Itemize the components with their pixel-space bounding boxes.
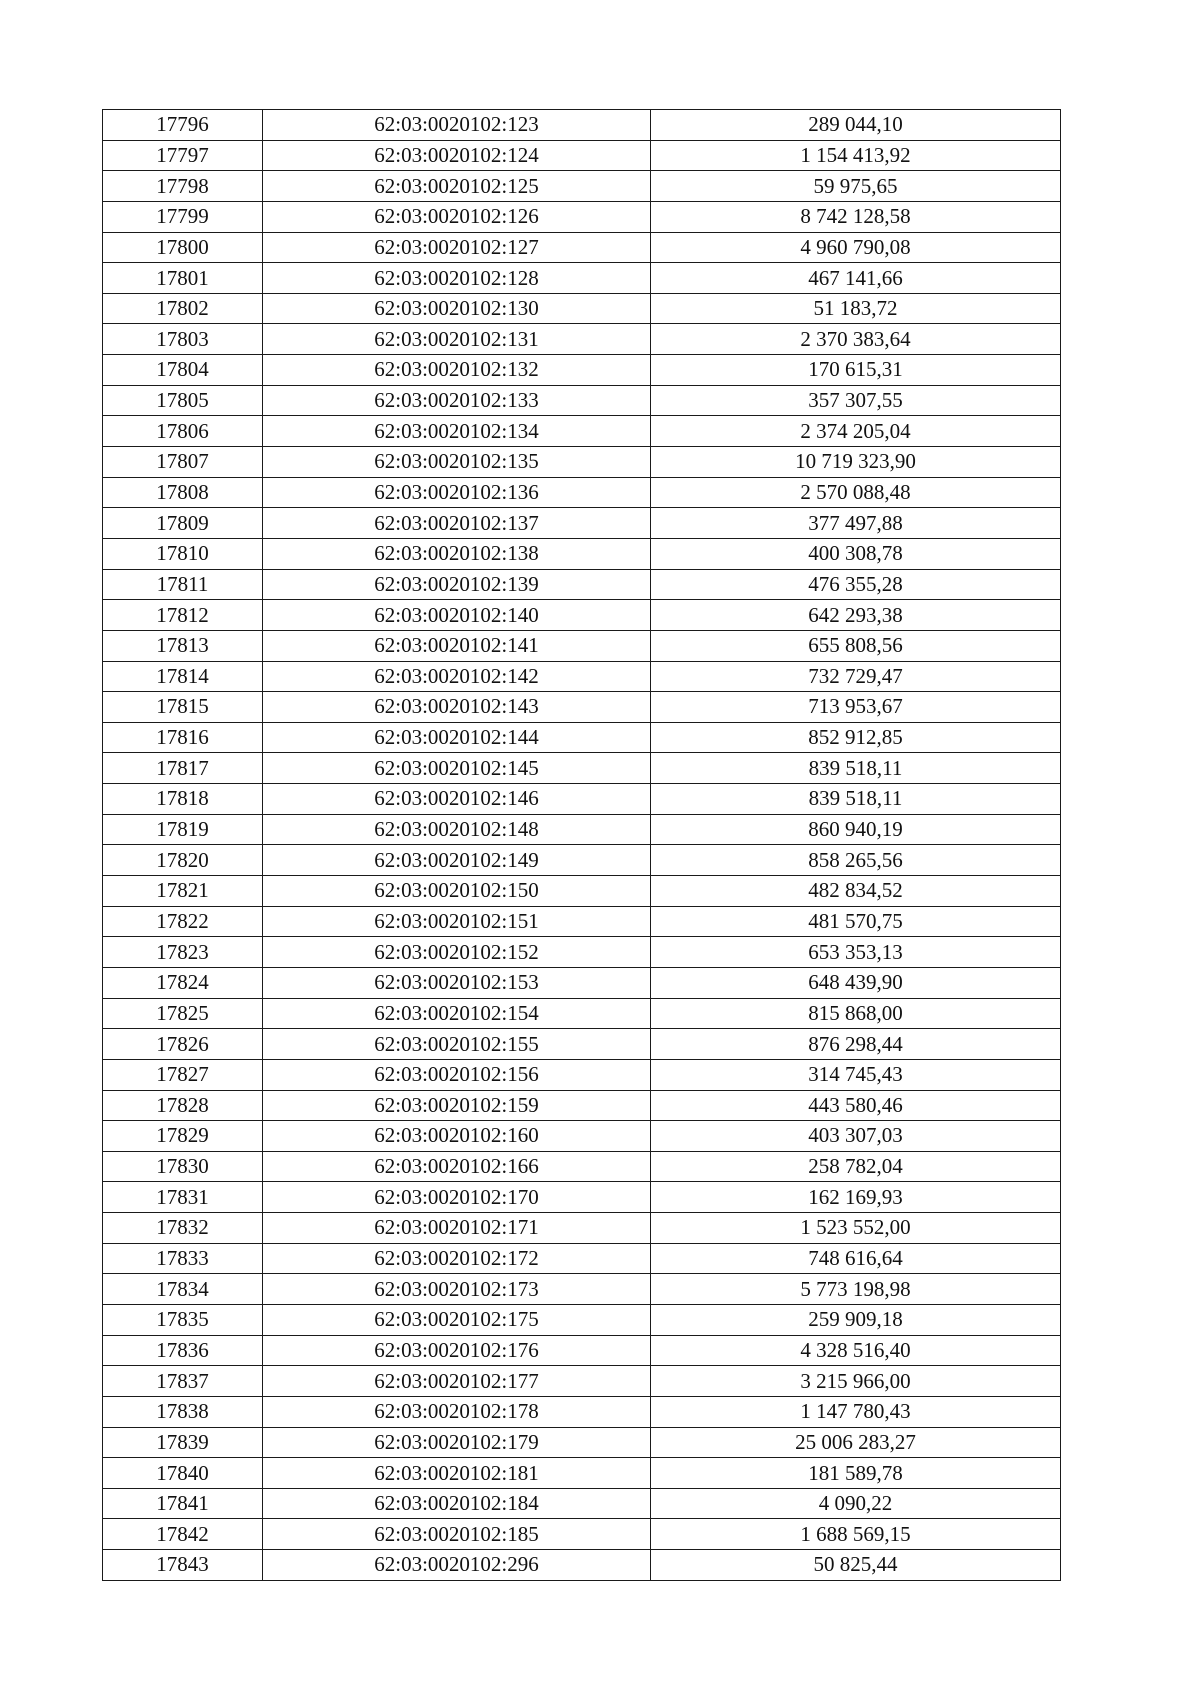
cadastral-number-cell: 62:03:0020102:175 xyxy=(263,1304,651,1335)
value-cell: 1 147 780,43 xyxy=(651,1396,1061,1427)
value-cell: 467 141,66 xyxy=(651,263,1061,294)
table-row xyxy=(103,201,1061,232)
cadastral-number-cell: 62:03:0020102:159 xyxy=(263,1090,651,1121)
row-number-cell: 17826 xyxy=(103,1029,263,1060)
row-number-cell: 17809 xyxy=(103,508,263,539)
row-number-cell: 17841 xyxy=(103,1488,263,1519)
row-number-cell: 17802 xyxy=(103,293,263,324)
row-number-cell: 17823 xyxy=(103,937,263,968)
cadastral-number-cell: 62:03:0020102:150 xyxy=(263,876,651,907)
table-row xyxy=(103,1304,1061,1335)
cadastral-number-cell: 62:03:0020102:152 xyxy=(263,937,651,968)
row-number-cell: 17817 xyxy=(103,753,263,784)
cadastral-number-cell: 62:03:0020102:126 xyxy=(263,201,651,232)
table-row xyxy=(103,600,1061,631)
value-cell: 170 615,31 xyxy=(651,355,1061,386)
row-number-cell: 17803 xyxy=(103,324,263,355)
table-row xyxy=(103,753,1061,784)
cadastral-number-cell: 62:03:0020102:145 xyxy=(263,753,651,784)
table-row xyxy=(103,814,1061,845)
value-cell: 314 745,43 xyxy=(651,1059,1061,1090)
row-number-cell: 17835 xyxy=(103,1304,263,1335)
value-cell: 642 293,38 xyxy=(651,600,1061,631)
row-number-cell: 17822 xyxy=(103,906,263,937)
table-row xyxy=(103,1396,1061,1427)
value-cell: 289 044,10 xyxy=(651,110,1061,141)
value-cell: 4 328 516,40 xyxy=(651,1335,1061,1366)
value-cell: 4 090,22 xyxy=(651,1488,1061,1519)
value-cell: 4 960 790,08 xyxy=(651,232,1061,263)
value-cell: 2 570 088,48 xyxy=(651,477,1061,508)
row-number-cell: 17828 xyxy=(103,1090,263,1121)
row-number-cell: 17838 xyxy=(103,1396,263,1427)
table-row xyxy=(103,385,1061,416)
table-row xyxy=(103,1550,1061,1581)
row-number-cell: 17815 xyxy=(103,692,263,723)
row-number-cell: 17813 xyxy=(103,630,263,661)
row-number-cell: 17798 xyxy=(103,171,263,202)
table-row xyxy=(103,1427,1061,1458)
cadastral-number-cell: 62:03:0020102:177 xyxy=(263,1366,651,1397)
value-cell: 653 353,13 xyxy=(651,937,1061,968)
table-row xyxy=(103,293,1061,324)
row-number-cell: 17821 xyxy=(103,876,263,907)
value-cell: 25 006 283,27 xyxy=(651,1427,1061,1458)
row-number-cell: 17799 xyxy=(103,201,263,232)
cadastral-number-cell: 62:03:0020102:127 xyxy=(263,232,651,263)
table-row xyxy=(103,171,1061,202)
cadastral-number-cell: 62:03:0020102:142 xyxy=(263,661,651,692)
value-cell: 8 742 128,58 xyxy=(651,201,1061,232)
cadastral-number-cell: 62:03:0020102:154 xyxy=(263,998,651,1029)
table-row xyxy=(103,1274,1061,1305)
cadastral-number-cell: 62:03:0020102:181 xyxy=(263,1458,651,1489)
cadastral-number-cell: 62:03:0020102:135 xyxy=(263,447,651,478)
value-cell: 51 183,72 xyxy=(651,293,1061,324)
value-cell: 400 308,78 xyxy=(651,538,1061,569)
value-cell: 377 497,88 xyxy=(651,508,1061,539)
table-row xyxy=(103,876,1061,907)
cadastral-number-cell: 62:03:0020102:171 xyxy=(263,1213,651,1244)
row-number-cell: 17804 xyxy=(103,355,263,386)
row-number-cell: 17836 xyxy=(103,1335,263,1366)
value-cell: 481 570,75 xyxy=(651,906,1061,937)
table-row xyxy=(103,661,1061,692)
value-cell: 476 355,28 xyxy=(651,569,1061,600)
row-number-cell: 17834 xyxy=(103,1274,263,1305)
row-number-cell: 17807 xyxy=(103,447,263,478)
cadastral-number-cell: 62:03:0020102:132 xyxy=(263,355,651,386)
row-number-cell: 17825 xyxy=(103,998,263,1029)
value-cell: 2 370 383,64 xyxy=(651,324,1061,355)
table-row xyxy=(103,906,1061,937)
value-cell: 876 298,44 xyxy=(651,1029,1061,1060)
row-number-cell: 17806 xyxy=(103,416,263,447)
cadastral-number-cell: 62:03:0020102:155 xyxy=(263,1029,651,1060)
table-row xyxy=(103,1182,1061,1213)
cadastral-number-cell: 62:03:0020102:170 xyxy=(263,1182,651,1213)
table-row xyxy=(103,998,1061,1029)
table-row xyxy=(103,569,1061,600)
cadastral-number-cell: 62:03:0020102:125 xyxy=(263,171,651,202)
value-cell: 2 374 205,04 xyxy=(651,416,1061,447)
value-cell: 59 975,65 xyxy=(651,171,1061,202)
table-row xyxy=(103,967,1061,998)
value-cell: 1 523 552,00 xyxy=(651,1213,1061,1244)
cadastral-number-cell: 62:03:0020102:179 xyxy=(263,1427,651,1458)
table-row xyxy=(103,722,1061,753)
value-cell: 852 912,85 xyxy=(651,722,1061,753)
row-number-cell: 17840 xyxy=(103,1458,263,1489)
row-number-cell: 17812 xyxy=(103,600,263,631)
row-number-cell: 17843 xyxy=(103,1550,263,1581)
cadastral-number-cell: 62:03:0020102:130 xyxy=(263,293,651,324)
value-cell: 732 729,47 xyxy=(651,661,1061,692)
cadastral-number-cell: 62:03:0020102:176 xyxy=(263,1335,651,1366)
value-cell: 50 825,44 xyxy=(651,1550,1061,1581)
value-cell: 860 940,19 xyxy=(651,814,1061,845)
table-row xyxy=(103,1151,1061,1182)
table-row xyxy=(103,937,1061,968)
row-number-cell: 17814 xyxy=(103,661,263,692)
table-row xyxy=(103,692,1061,723)
cadastral-number-cell: 62:03:0020102:156 xyxy=(263,1059,651,1090)
cadastral-number-cell: 62:03:0020102:136 xyxy=(263,477,651,508)
row-number-cell: 17811 xyxy=(103,569,263,600)
value-cell: 258 782,04 xyxy=(651,1151,1061,1182)
cadastral-number-cell: 62:03:0020102:153 xyxy=(263,967,651,998)
table-row xyxy=(103,784,1061,815)
row-number-cell: 17839 xyxy=(103,1427,263,1458)
cadastral-number-cell: 62:03:0020102:173 xyxy=(263,1274,651,1305)
table-row xyxy=(103,845,1061,876)
table-row xyxy=(103,508,1061,539)
cadastral-number-cell: 62:03:0020102:134 xyxy=(263,416,651,447)
row-number-cell: 17808 xyxy=(103,477,263,508)
table-row xyxy=(103,110,1061,141)
cadastral-number-cell: 62:03:0020102:148 xyxy=(263,814,651,845)
value-cell: 10 719 323,90 xyxy=(651,447,1061,478)
cadastral-number-cell: 62:03:0020102:146 xyxy=(263,784,651,815)
table-row xyxy=(103,1059,1061,1090)
table-row xyxy=(103,1519,1061,1550)
row-number-cell: 17832 xyxy=(103,1213,263,1244)
table-row xyxy=(103,630,1061,661)
value-cell: 815 868,00 xyxy=(651,998,1061,1029)
table-row xyxy=(103,1366,1061,1397)
cadastral-number-cell: 62:03:0020102:151 xyxy=(263,906,651,937)
value-cell: 839 518,11 xyxy=(651,753,1061,784)
table-row xyxy=(103,1488,1061,1519)
value-cell: 403 307,03 xyxy=(651,1121,1061,1152)
cadastral-number-cell: 62:03:0020102:149 xyxy=(263,845,651,876)
row-number-cell: 17818 xyxy=(103,784,263,815)
table-row xyxy=(103,355,1061,386)
value-cell: 357 307,55 xyxy=(651,385,1061,416)
table-row xyxy=(103,447,1061,478)
value-cell: 162 169,93 xyxy=(651,1182,1061,1213)
row-number-cell: 17810 xyxy=(103,538,263,569)
row-number-cell: 17819 xyxy=(103,814,263,845)
row-number-cell: 17801 xyxy=(103,263,263,294)
row-number-cell: 17816 xyxy=(103,722,263,753)
row-number-cell: 17797 xyxy=(103,140,263,171)
row-number-cell: 17833 xyxy=(103,1243,263,1274)
row-number-cell: 17831 xyxy=(103,1182,263,1213)
cadastral-number-cell: 62:03:0020102:185 xyxy=(263,1519,651,1550)
value-cell: 181 589,78 xyxy=(651,1458,1061,1489)
row-number-cell: 17829 xyxy=(103,1121,263,1152)
row-number-cell: 17830 xyxy=(103,1151,263,1182)
cadastral-value-table xyxy=(102,109,1061,1581)
row-number-cell: 17824 xyxy=(103,967,263,998)
cadastral-number-cell: 62:03:0020102:139 xyxy=(263,569,651,600)
cadastral-number-cell: 62:03:0020102:123 xyxy=(263,110,651,141)
table-row xyxy=(103,1243,1061,1274)
table-row xyxy=(103,232,1061,263)
value-cell: 655 808,56 xyxy=(651,630,1061,661)
cadastral-number-cell: 62:03:0020102:172 xyxy=(263,1243,651,1274)
table-row xyxy=(103,1090,1061,1121)
value-cell: 443 580,46 xyxy=(651,1090,1061,1121)
cadastral-number-cell: 62:03:0020102:166 xyxy=(263,1151,651,1182)
value-cell: 648 439,90 xyxy=(651,967,1061,998)
row-number-cell: 17800 xyxy=(103,232,263,263)
table-row xyxy=(103,477,1061,508)
cadastral-number-cell: 62:03:0020102:140 xyxy=(263,600,651,631)
cadastral-number-cell: 62:03:0020102:143 xyxy=(263,692,651,723)
value-cell: 259 909,18 xyxy=(651,1304,1061,1335)
row-number-cell: 17820 xyxy=(103,845,263,876)
table-row xyxy=(103,324,1061,355)
value-cell: 1 688 569,15 xyxy=(651,1519,1061,1550)
table-body xyxy=(103,110,1061,1581)
cadastral-number-cell: 62:03:0020102:160 xyxy=(263,1121,651,1152)
row-number-cell: 17837 xyxy=(103,1366,263,1397)
cadastral-number-cell: 62:03:0020102:144 xyxy=(263,722,651,753)
cadastral-number-cell: 62:03:0020102:133 xyxy=(263,385,651,416)
table-row xyxy=(103,1213,1061,1244)
row-number-cell: 17805 xyxy=(103,385,263,416)
value-cell: 713 953,67 xyxy=(651,692,1061,723)
cadastral-number-cell: 62:03:0020102:141 xyxy=(263,630,651,661)
value-cell: 3 215 966,00 xyxy=(651,1366,1061,1397)
cadastral-number-cell: 62:03:0020102:128 xyxy=(263,263,651,294)
cadastral-number-cell: 62:03:0020102:138 xyxy=(263,538,651,569)
value-cell: 839 518,11 xyxy=(651,784,1061,815)
value-cell: 748 616,64 xyxy=(651,1243,1061,1274)
cadastral-number-cell: 62:03:0020102:131 xyxy=(263,324,651,355)
cadastral-number-cell: 62:03:0020102:296 xyxy=(263,1550,651,1581)
table-row xyxy=(103,140,1061,171)
row-number-cell: 17796 xyxy=(103,110,263,141)
table-row xyxy=(103,1029,1061,1060)
cadastral-number-cell: 62:03:0020102:178 xyxy=(263,1396,651,1427)
row-number-cell: 17827 xyxy=(103,1059,263,1090)
value-cell: 1 154 413,92 xyxy=(651,140,1061,171)
table-row xyxy=(103,538,1061,569)
table-row xyxy=(103,1458,1061,1489)
row-number-cell: 17842 xyxy=(103,1519,263,1550)
cadastral-number-cell: 62:03:0020102:184 xyxy=(263,1488,651,1519)
cadastral-number-cell: 62:03:0020102:137 xyxy=(263,508,651,539)
table-row xyxy=(103,1121,1061,1152)
cadastral-number-cell: 62:03:0020102:124 xyxy=(263,140,651,171)
table-row xyxy=(103,263,1061,294)
table-row xyxy=(103,416,1061,447)
value-cell: 482 834,52 xyxy=(651,876,1061,907)
value-cell: 858 265,56 xyxy=(651,845,1061,876)
table-row xyxy=(103,1335,1061,1366)
value-cell: 5 773 198,98 xyxy=(651,1274,1061,1305)
